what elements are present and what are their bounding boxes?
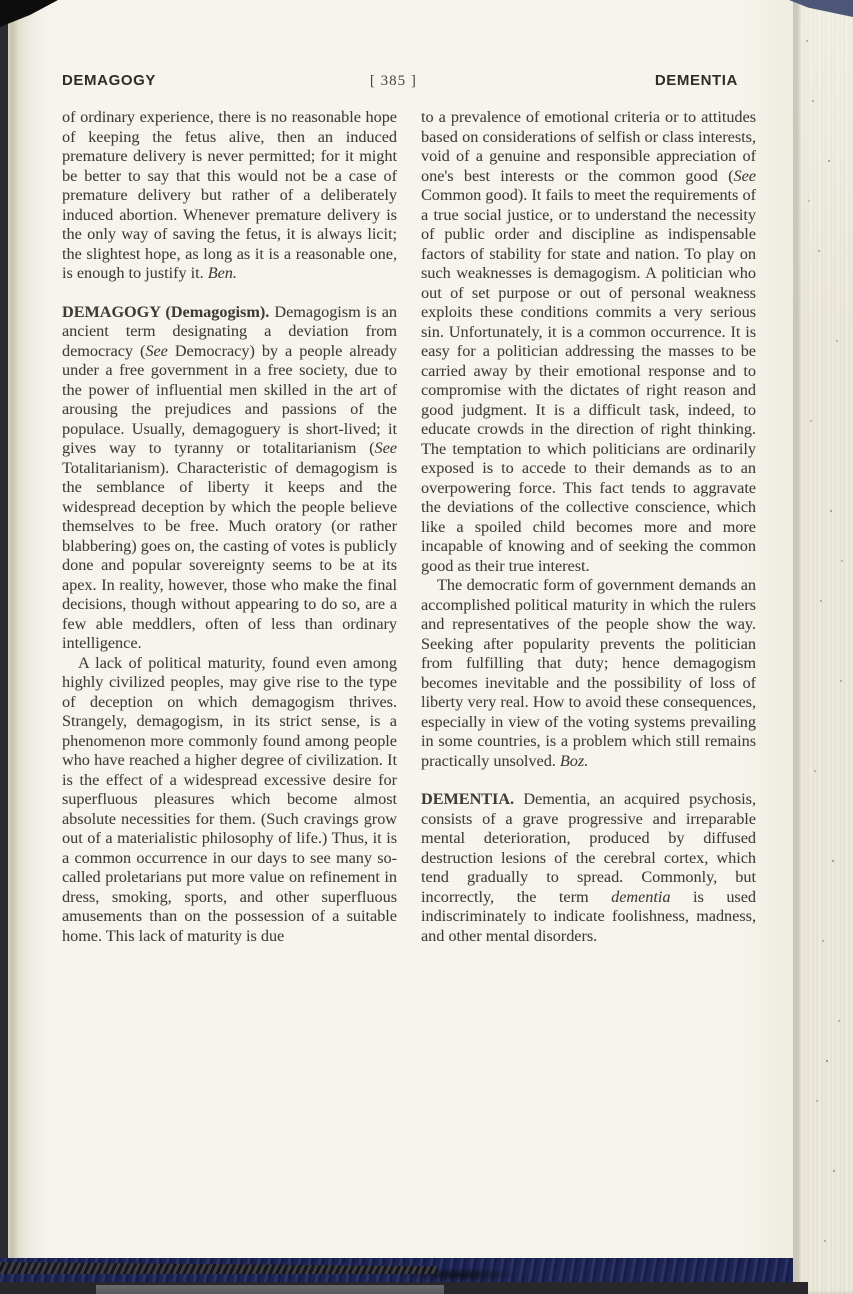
left-column <box>62 108 397 946</box>
paragraph-lack-of-maturity: A lack of political maturity, found even among highly civilized peoples, may give rise to the type of deception on which demagogism thrives. Strangely, demagogism, in its strict sense, is a phenomenon more commonly found among people who have reached a higher degree of civilization. It is the effect of a widespread excessive desire for superfluous pleasures which become almost absolute necessities for them. (Such cravings grow out of a materialistic philosophy of life.) Thus, it is a common occurrence in our days to see many so-called proletarians put more value on refinement in dress, smoking, sports, and other superfluous amusements than on the possession of a suitable home. This lack of maturity is due <box>62 653 397 945</box>
paragraph-demagogy-continuation: to a prevalence of emotional criteria or to attitudes based on considerations of selfish or class interests, void of a genuine and responsible appreciation of one's best interests or the common good (See Common good). It fails to meet the requirements of a true social justice, or to understand the necessity of public order and discipline as indispensable factors of stability for state and nation. To play on such weaknesses is demagogism. A politician who out of set purpose or out of personal weakness exploits these conditions commits a very serious sin. Unfortunately, it is a common occurrence. It is easy for a politician addressing the masses to be carried away by their emotional response and to compromise with the dictates of right reason and good judgment. It is a difficult task, indeed, to educate crowds in the direction of right thinking. The temptation to which politicians are ordinarily exposed is to accede to their demands as to an overpowering force. This fact tends to aggravate the deviations of the collective conscience, which like a spoiled child becomes more and more incapable of knowing and of seeking the common good as their true interest. <box>421 108 756 575</box>
running-head-right: DEMENTIA <box>654 72 738 89</box>
running-head-left: DEMAGOGY <box>62 72 156 89</box>
scanner-surface-panel <box>96 1285 444 1294</box>
book-fore-edge <box>793 0 853 1294</box>
paper-speckles <box>806 40 808 42</box>
paragraph-ben-continuation: of ordinary experience, there is no reasonable hope of keeping the fetus alive, then an induced premature delivery is never permitted; for it might be better to say that this would not be a case of premature delivery but rather of a deliberately induced abortion. Whenever premature delivery is the only way of saving the fetus, it is always licit; the slightest hope, as long as it is a reasonable one, is enough to justify it. Ben. <box>62 108 397 282</box>
right-column <box>421 108 756 946</box>
page-number: [ 385 ] <box>369 73 417 89</box>
entry-dementia: DEMENTIA. Dementia, an acquired psychosis, consists of a grave progressive and irreparable mental deterioration, produced by diffused destruction lesions of the cerebral cortex, which tend gradually to spread. Commonly, but incorrectly, the term dementia is used indiscriminately to indicate foolishness, madness, and other mental disorders. <box>421 790 757 945</box>
entry-demagogy: DEMAGOGY (Demagogism). Demagogism is an ancient term designating a deviation from democracy (See Democracy) by a people already under a free government in a free society, due to the power of influential men skilled in the art of arousing the prejudices and passions of the populace. Usually, demagoguery is short-lived; it gives way to tyranny or totalitarianism (See Totalitarianism). Characteristic of demagogism is the semblance of liberty it keeps and the widespread deception by which the people believe themselves to be free. Much oratory (or rather blabbering) goes on, the casting of votes is publicly done and popular sovereignty seems to be at its apex. In reality, however, those who make the final decisions, though without appearing to do so, are a few able meddlers, often of less than ordinary intelligence. <box>62 302 397 652</box>
paragraph-democratic-form: The democratic form of government demands an accomplished political maturity in which the rulers and representatives of the people show the way. Seeking after popularity prevents the politician from fulfilling that duty; hence demagogism becomes inevitable and the possibility of loss of liberty very real. How to avoid these consequences, especially in view of the voting systems prevailing in some countries, is a problem which still remains practically unsolved. Boz. <box>421 576 756 770</box>
running-head <box>62 72 756 90</box>
book-page <box>8 0 798 1262</box>
text-columns <box>62 108 756 946</box>
